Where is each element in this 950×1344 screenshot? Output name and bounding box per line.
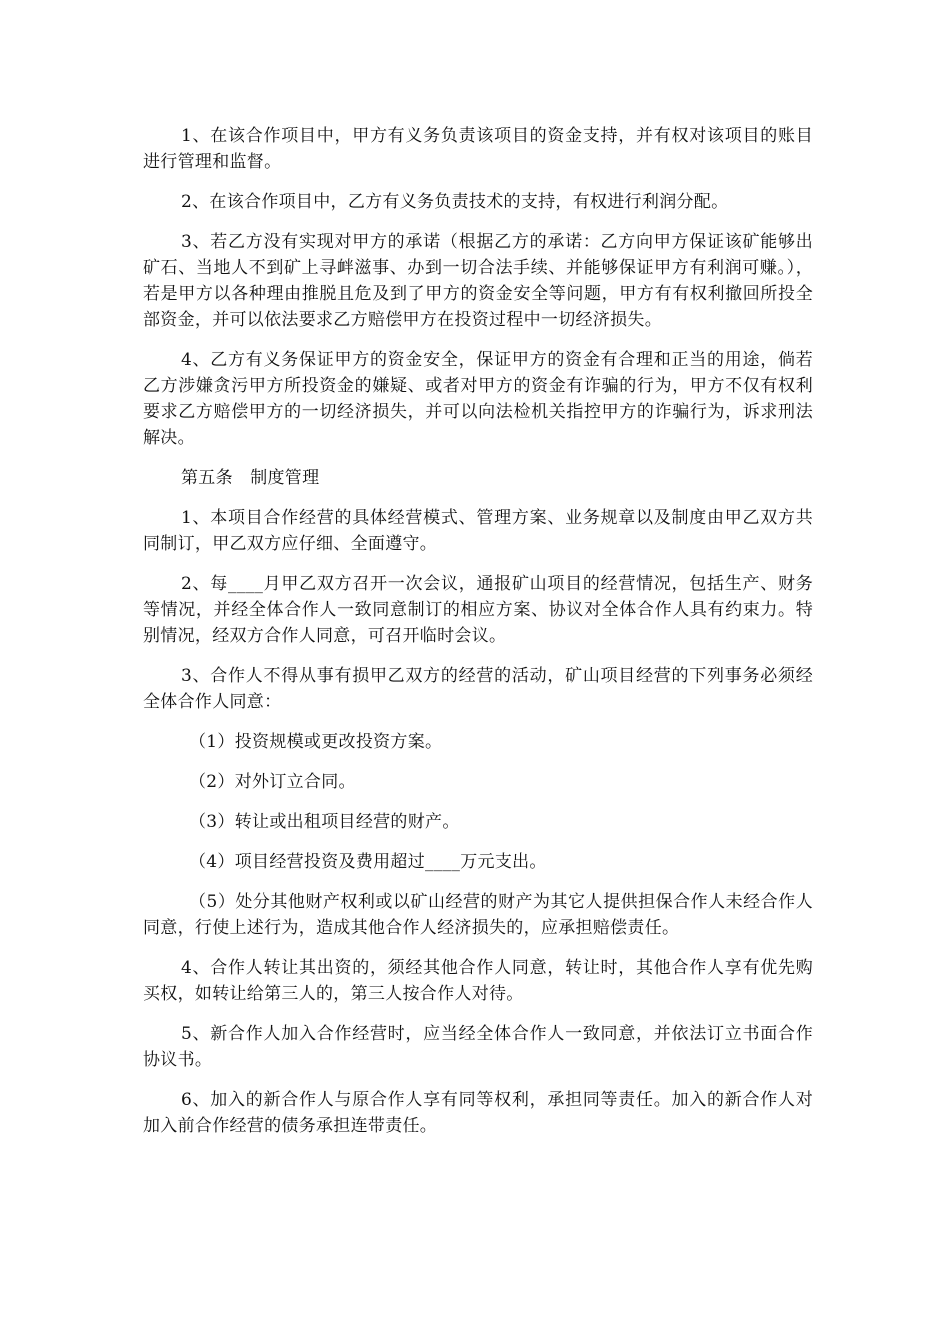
paragraph-s1: 1、本项目合作经营的具体经营模式、管理方案、业务规章以及制度由甲乙双方共同制订，甲乙双方应仔细、全面遵守。 xyxy=(143,508,813,554)
paragraph-p2: 2、在该合作项目中，乙方有义务负责技术的支持，有权进行利润分配。 xyxy=(181,192,729,212)
paragraph-p1: 1、在该合作项目中，甲方有义务负责该项目的资金支持，并有权对该项目的账目进行管理和监督。 xyxy=(143,126,813,172)
list-item-2: （2）对外订立合同。 xyxy=(189,772,356,792)
paragraph-p3: 3、若乙方没有实现对甲方的承诺（根据乙方的承诺：乙方向甲方保证该矿能够出矿石、当地人不到矿上寻衅滋事、办到一切合法手续、并能够保证甲方有利润可赚。），若是甲方以各种理由推脱且危及到了甲方的资金安全等问题，甲方有有权利撤回所投全部资金，并可以依法要求乙方赔偿甲方在投资过程中一切经济损失。 xyxy=(143,232,813,330)
paragraph-s6: 6、加入的新合作人与原合作人享有同等权利，承担同等责任。加入的新合作人对加入前合作经营的债务承担连带责任。 xyxy=(143,1090,813,1136)
paragraph-p4: 4、乙方有义务保证甲方的资金安全，保证甲方的资金有合理和正当的用途，倘若乙方涉嫌贪污甲方所投资金的嫌疑、或者对甲方的资金有诈骗的行为，甲方不仅有权利要求乙方赔偿甲方的一切经济损失，并可以向法检机关指控甲方的诈骗行为，诉求刑法解决。 xyxy=(143,350,813,448)
section-heading-article-5: 第五条 制度管理 xyxy=(181,468,320,488)
paragraph-s3: 3、合作人不得从事有损甲乙双方的经营的活动，矿山项目经营的下列事务必须经全体合作人同意： xyxy=(143,666,813,712)
paragraph-s2: 2、每____月甲乙双方召开一次会议，通报矿山项目的经营情况，包括生产、财务等情况，并经全体合作人一致同意制订的相应方案、协议对全体合作人具有约束力。特别情况，经双方合作人同意，可召开临时会议。 xyxy=(143,574,813,646)
document-body xyxy=(143,123,813,1153)
paragraph-s5: 5、新合作人加入合作经营时，应当经全体合作人一致同意，并依法订立书面合作协议书。 xyxy=(143,1024,813,1070)
list-item-3: （3）转让或出租项目经营的财产。 xyxy=(189,812,460,832)
list-item-1: （1）投资规模或更改投资方案。 xyxy=(189,732,443,752)
list-item-4: （4）项目经营投资及费用超过____万元支出。 xyxy=(189,852,547,872)
list-item-5: （5）处分其他财产权利或以矿山经营的财产为其它人提供担保合作人未经合作人同意，行使上述行为，造成其他合作人经济损失的，应承担赔偿责任。 xyxy=(143,892,813,938)
paragraph-s4: 4、合作人转让其出资的，须经其他合作人同意，转让时，其他合作人享有优先购买权，如转让给第三人的，第三人按合作人对待。 xyxy=(143,958,813,1004)
